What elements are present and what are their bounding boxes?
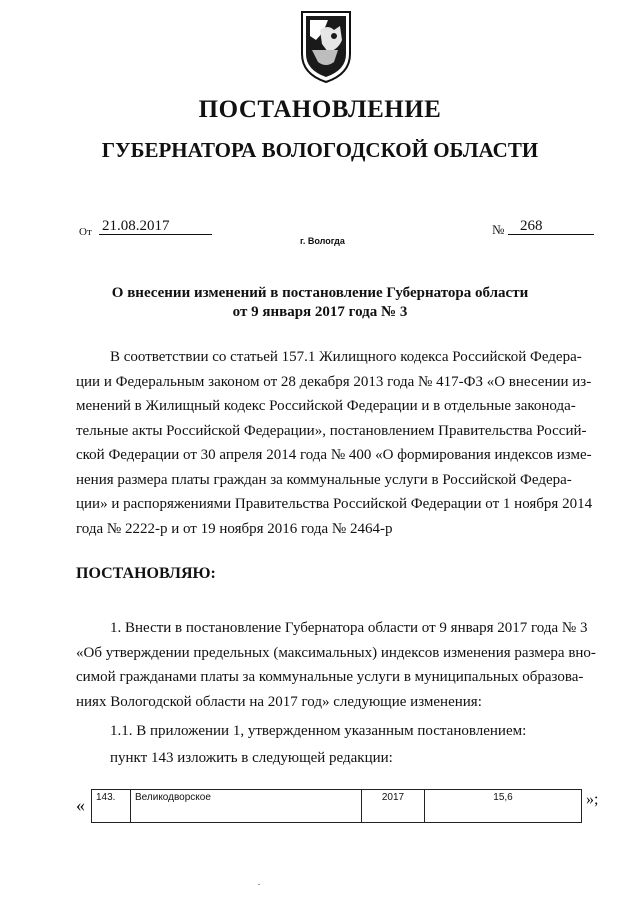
item-1-1-sub: пункт 143 изложить в следующей редакции:	[110, 750, 393, 766]
paragraph-line: симой гражданами платы за коммунальные услуги в муниципальных образова-	[76, 669, 584, 685]
scan-speck	[258, 884, 260, 885]
subject-line: от 9 января 2017 года № 3	[232, 304, 408, 320]
document-date: 21.08.2017	[99, 218, 212, 235]
decree-word: ПОСТАНОВЛЯЮ:	[76, 565, 216, 582]
quote-close: »;	[586, 791, 599, 808]
paragraph-line: ниях Вологодской области на 2017 год» следующие изменения:	[76, 693, 482, 710]
date-prefix: От	[79, 226, 92, 238]
city-label: г. Вологда	[300, 236, 345, 246]
cell-num: 143.	[92, 790, 131, 823]
paragraph-line: 1. Внести в постановление Губернатора области от 9 января 2017 года № 3	[110, 620, 588, 636]
paragraph-line: ции» и распоряжениями Правительства Российской Федерации от 1 ноября 2014	[76, 496, 593, 512]
insert-table	[91, 789, 582, 823]
table-row	[92, 790, 582, 823]
document-title: ПОСТАНОВЛЕНИЕ	[198, 96, 442, 123]
paragraph-line: года № 2222-р и от 19 ноября 2016 года № 2464-р	[76, 520, 393, 537]
number-prefix: №	[492, 222, 505, 237]
paragraph-line: ции и Федеральным законом от 28 декабря 2013 года № 417-ФЗ «О внесении из-	[76, 373, 592, 390]
paragraph-line: «Об утверждении предельных (максимальных) индексов изменения размера вно-	[76, 644, 596, 661]
paragraph-line: В соответствии со статьей 157.1 Жилищного кодекса Российской Федера-	[110, 349, 582, 365]
paragraph-line: нения размера платы граждан за коммунальные услуги в Российской Федера-	[76, 471, 572, 488]
item-1-paragraph	[76, 616, 600, 714]
quote-open: «	[76, 795, 85, 815]
cell-name: Великодворское	[131, 790, 362, 823]
subject-line: О внесении изменений в постановление Губернатора области	[111, 285, 529, 301]
document-subject	[0, 284, 640, 322]
document-subtitle: ГУБЕРНАТОРА ВОЛОГОДСКОЙ ОБЛАСТИ	[101, 138, 539, 162]
cell-value: 15,6	[425, 790, 582, 823]
paragraph-line: менений в Жилищный кодекс Российской Федерации и в отдельные законода-	[76, 398, 576, 414]
paragraph-line: тельные акты Российской Федерации», постановлением Правительства Россий-	[76, 422, 587, 439]
cell-year: 2017	[362, 790, 425, 823]
document-number: 268	[508, 218, 594, 235]
coat-of-arms-icon	[298, 10, 354, 84]
preamble-paragraph	[76, 345, 600, 541]
item-1-1: 1.1. В приложении 1, утвержденном указанным постановлением:	[110, 723, 527, 739]
paragraph-line: ской Федерации от 30 апреля 2014 года № 400 «О формирования индексов изме-	[76, 447, 592, 463]
